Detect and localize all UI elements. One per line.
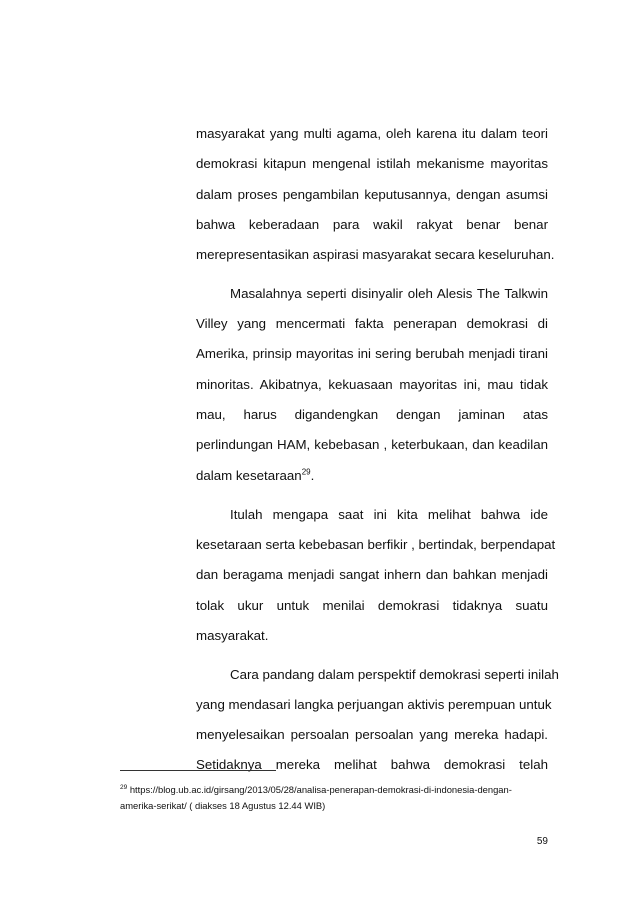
footnote-reference: 29 <box>301 467 311 477</box>
footnote-reference-punct: . <box>310 468 315 483</box>
body-line: masyarakat. <box>196 628 269 643</box>
page-number: 59 <box>536 836 548 847</box>
footnote-separator <box>120 770 276 771</box>
body-line: mau, harus digandengkan dengan jaminan atas <box>196 407 548 422</box>
body-line: tolak ukur untuk menilai demokrasi tidaknya suatu <box>196 598 548 613</box>
body-line: kesetaraan serta kebebasan berfikir , bertindak, berpendapat <box>196 537 556 552</box>
body-line: merepresentasikan aspirasi masyarakat secara keseluruhan. <box>196 247 555 262</box>
body-line: dan beragama menjadi sangat inhern dan bahkan menjadi <box>196 567 548 582</box>
paragraph-first-line: Itulah mengapa saat ini kita melihat bahwa ide <box>230 507 548 522</box>
footnote-line <box>120 784 560 796</box>
footnote-line: amerika-serikat/ ( diakses 18 Agustus 12.44 WIB) <box>120 800 326 811</box>
body-line: dalam proses pengambilan keputusannya, dengan asumsi <box>196 187 548 202</box>
body-line: Amerika, prinsip mayoritas ini sering berubah menjadi tirani <box>196 346 548 361</box>
paragraph-first-line: Masalahnya seperti disinyalir oleh Alesis The Talkwin <box>230 286 548 301</box>
footnote-number: 29 <box>120 783 128 791</box>
body-line: perlindungan HAM, kebebasan , keterbukaan, dan keadilan <box>196 437 548 452</box>
body-line: bahwa keberadaan para wakil rakyat benar benar <box>196 217 548 232</box>
body-line <box>196 468 548 484</box>
body-line: demokrasi kitapun mengenal istilah mekanisme mayoritas <box>196 156 548 171</box>
body-line: minoritas. Akibatnya, kekuasaan mayoritas ini, mau tidak <box>196 377 548 392</box>
body-line: Villey yang mencermati fakta penerapan demokrasi di <box>196 316 548 331</box>
paragraph-first-line: Cara pandang dalam perspektif demokrasi seperti inilah <box>230 667 559 682</box>
body-line: menyelesaikan persoalan persoalan yang mereka hadapi. <box>196 727 548 742</box>
body-line: yang mendasari langka perjuangan aktivis perempuan untuk <box>196 697 552 712</box>
footnote-link[interactable]: https://blog.ub.ac.id/girsang/2013/05/28/analisa-penerapan-demokrasi-di-indonesia-dengan- <box>127 784 512 795</box>
body-line: Setidaknya mereka melihat bahwa demokrasi telah <box>196 757 548 772</box>
body-line-text: dalam kesetaraan <box>196 468 302 483</box>
body-line: masyarakat yang multi agama, oleh karena itu dalam teori <box>196 126 548 141</box>
